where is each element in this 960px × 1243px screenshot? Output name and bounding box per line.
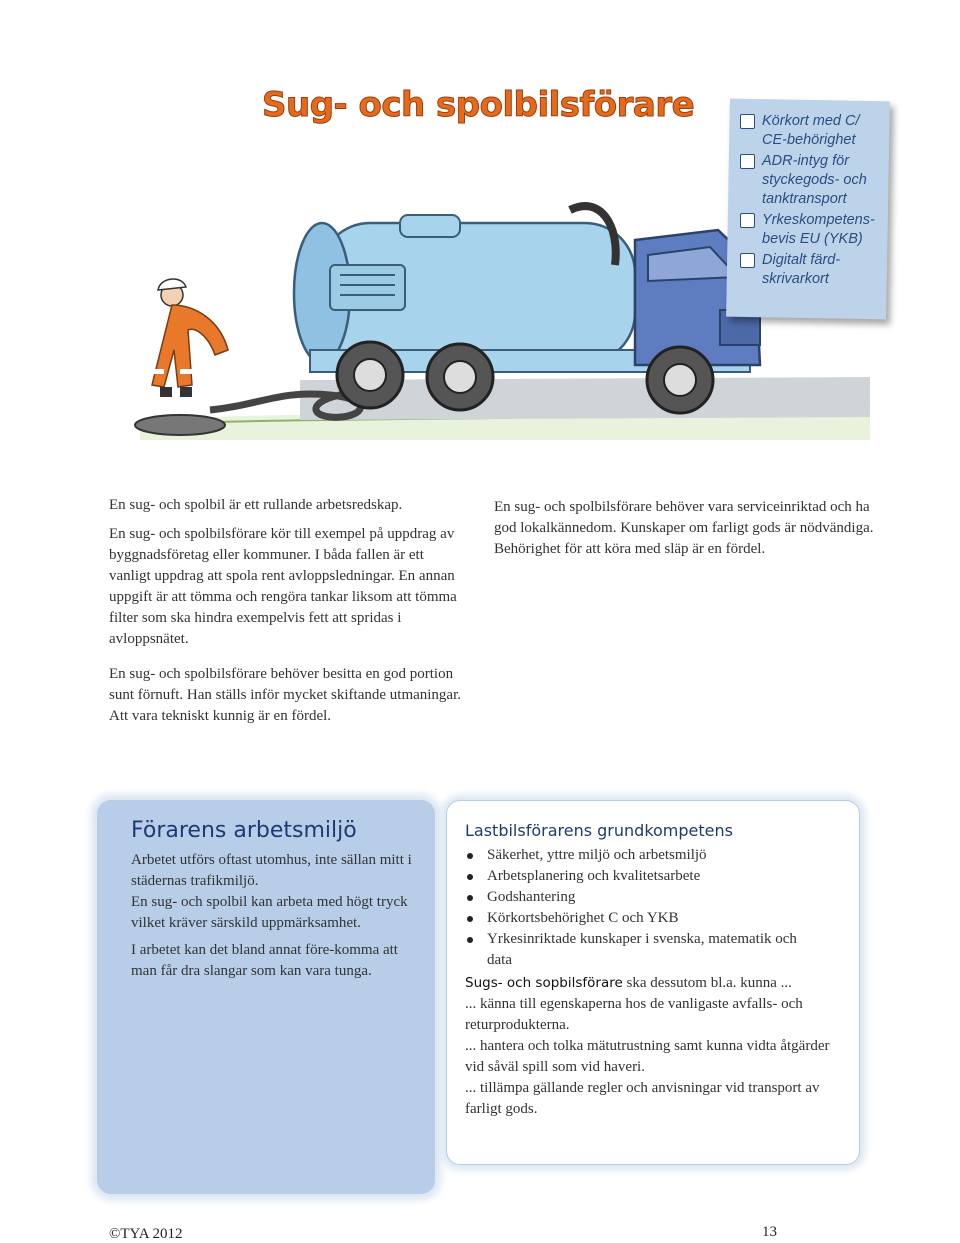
intro-left-column (109, 495, 469, 741)
highlight-term: Sugs- och sopbilsförare (465, 975, 623, 991)
additional-skills-intro: Sugs- och sopbilsförare ska dessutom bl.a. kunna ... (465, 975, 792, 991)
checkbox-icon (740, 114, 755, 129)
manhole (135, 415, 225, 435)
competence-item: Godshantering (465, 887, 845, 908)
intro-paragraph: En sug- och spolbil är ett rullande arbetsredskap. (109, 497, 403, 513)
bullet-icon (467, 937, 473, 943)
copyright: ©TYA 2012 (109, 1226, 183, 1242)
work-environment-body (131, 850, 421, 988)
competence-item: Arbetsplanering och kvalitetsarbete (465, 866, 845, 887)
bullet-icon (467, 874, 473, 880)
checkbox-icon (740, 213, 755, 228)
competence-item: Säkerhet, yttre miljö och arbetsmiljö (465, 845, 845, 866)
environment-paragraph: En sug- och spolbil kan arbeta med högt tryck vilket kräver särskild uppmärksamhet. (131, 894, 408, 931)
intro-paragraph: En sug- och spolbilsförare kör till exempel på uppdrag av byggnadsföretag eller kommuner. I båda fallen är ett vanligt uppdrag att spola rent avloppsledningar. En annan uppgift är att tömma och rengöra tankar liksom att tömma filter som ska hindra exempelvis fett att spridas i avloppsnätet. (109, 526, 457, 647)
competence-item: Yrkesinriktade kunskaper i svenska, matematik och data (465, 929, 807, 971)
page-title: Sug- och spolbilsförare (262, 84, 695, 125)
competence-panel (446, 800, 860, 1165)
work-environment-heading: Förarens arbetsmiljö (131, 818, 357, 843)
additional-skill-item: ... hantera och tolka mätutrustning samt kunna vidta åtgärder vid såväl spill som vid haveri. (465, 1038, 830, 1075)
hose-reel (330, 265, 405, 310)
requirement-item: Yrkeskompetens-bevis EU (YKB) (740, 211, 880, 249)
requirement-item: Digitalt färd-skrivarkort (740, 251, 880, 289)
work-environment-panel (97, 800, 435, 1194)
environment-paragraph: I arbetet kan det bland annat före-komma att man får dra slangar som kan vara tunga. (131, 942, 398, 979)
competence-item: Körkortsbehörighet C och YKB (465, 908, 845, 929)
bullet-icon (467, 853, 473, 859)
requirement-item: ADR-intyg för styckegods- och tanktransport (740, 152, 880, 209)
page-number: 13 (762, 1224, 777, 1240)
intro-paragraph: En sug- och spolbilsförare behöver besitta en god portion sunt förnuft. Han ställs inför mycket skiftande utmaningar. Att vara tekniskt kunnig är en fördel. (109, 666, 462, 724)
intro-right-column (494, 497, 879, 574)
additional-skill-item: ... tillämpa gällande regler och anvisningar vid transport av farligt gods. (465, 1080, 820, 1117)
requirements-list (740, 112, 880, 291)
competence-heading: Lastbilsförarens grundkompetens (465, 821, 733, 840)
intro-paragraph: En sug- och spolbilsförare behöver vara serviceinriktad och ha god lokalkännedom. Kunskaper om farligt gods är nödvändiga. Behörighet för att köra med släp är en fördel. (494, 499, 874, 557)
tank-valve (400, 215, 460, 237)
bullet-icon (467, 916, 473, 922)
additional-skill-item: ... känna till egenskaperna hos de vanligaste avfalls- och returprodukterna. (465, 996, 803, 1033)
additional-skills (465, 973, 845, 1120)
bullet-icon (467, 895, 473, 901)
worker-figure (152, 279, 228, 397)
checkbox-icon (740, 253, 755, 268)
requirement-item: Körkort med C/ CE-behörighet (740, 112, 880, 150)
environment-paragraph: Arbetet utförs oftast utomhus, inte sällan mitt i städernas trafikmiljö. (131, 852, 412, 889)
checkbox-icon (740, 154, 755, 169)
competence-list (465, 845, 845, 971)
